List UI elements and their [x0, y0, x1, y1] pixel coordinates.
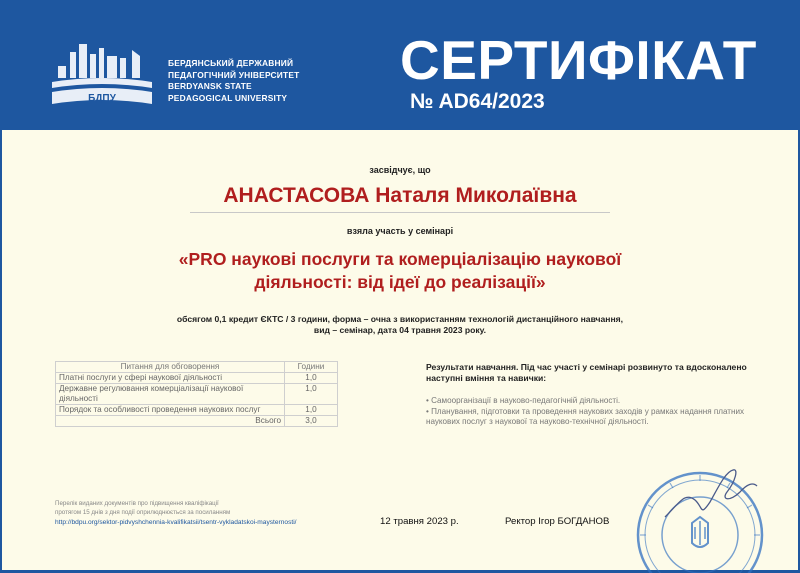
- university-line: БЕРДЯНСЬКИЙ ДЕРЖАВНИЙ: [168, 58, 294, 68]
- details-line: обсягом 0,1 кредит ЄКТС / 3 години, форма – очна з використанням технологій дистанційного навчання,: [176, 314, 624, 324]
- total-label: Всього: [56, 416, 285, 427]
- registry-link[interactable]: http://bdpu.org/sektor-pidvyshchennia-kvalifikatsii/tsentr-vykladatskoi-maysternosti/: [55, 519, 297, 526]
- note-line: протягом 15 днів з дня події оприлюднюється за посиланням: [55, 508, 231, 516]
- certificate-header: [0, 0, 800, 130]
- learning-results-title: Результати навчання. Під час участі у семінарі розвинуто та вдосконалено наступні вміння та навички:: [426, 362, 747, 383]
- note-line: Перелік виданих документів про підвищення кваліфікації: [55, 500, 219, 507]
- table-total-row: [56, 416, 338, 427]
- university-name: [168, 58, 299, 104]
- university-line: BERDYANSK STATE: [168, 81, 252, 91]
- table-row: [56, 373, 338, 384]
- university-line: ПЕДАГОГІЧНИЙ УНІВЕРСИТЕТ: [168, 69, 300, 80]
- table-row: [56, 384, 338, 405]
- participant-name: АНАСТАСОВА Наталя Миколаївна: [223, 184, 577, 207]
- rector-signature-label: Ректор Ігор БОГДАНОВ: [505, 516, 610, 527]
- topic-cell: Платні послуги у сфері наукової діяльності: [56, 373, 285, 384]
- hours-cell: 1,0: [285, 373, 338, 384]
- certificate-number: № AD64/2023: [410, 90, 545, 113]
- list-item: • Планування, підготовки та проведення наукових заходів у рамках надання платних наукових послуг з наукової та науково-технічної діяльності.: [426, 406, 745, 426]
- issue-date: 12 травня 2023 р.: [380, 516, 459, 527]
- learning-results-list: [426, 396, 756, 428]
- seminar-title: «PRO наукові послуги та комерціалізацію наукової діяльності: від ідеї до реалізації»: [178, 249, 622, 292]
- university-logo: [48, 38, 156, 108]
- list-item: • Самоорганізації в науково-педагогічній діяльності.: [426, 396, 621, 405]
- university-line: PEDAGOGICAL UNIVERSITY: [168, 92, 288, 103]
- seminar-details: [100, 314, 700, 336]
- total-hours: 3,0: [285, 416, 338, 427]
- topics-table: [55, 361, 338, 427]
- rector-signature: [655, 462, 765, 527]
- topic-column-header: Питання для обговорення: [56, 362, 285, 373]
- hours-cell: 1,0: [285, 405, 338, 416]
- certificate-title: СЕРТИФІКАТ: [400, 29, 757, 91]
- certifies-text: засвідчує, що: [369, 165, 431, 175]
- details-line: вид – семінар, дата 04 травня 2023 року.: [313, 325, 487, 335]
- participation-text: взяла участь у семінарі: [346, 226, 454, 236]
- hours-cell: 1,0: [285, 384, 338, 405]
- topic-cell: Порядок та особливості проведення наукових послуг: [56, 405, 285, 416]
- logo-text: БДПУ: [88, 93, 116, 104]
- topic-cell: Державне регулювання комерціалізації наукової діяльності: [56, 384, 285, 405]
- table-header-row: [56, 362, 338, 373]
- hours-column-header: Години: [285, 362, 338, 373]
- registry-note: [55, 500, 230, 517]
- table-row: [56, 405, 338, 416]
- name-underline: [190, 212, 610, 213]
